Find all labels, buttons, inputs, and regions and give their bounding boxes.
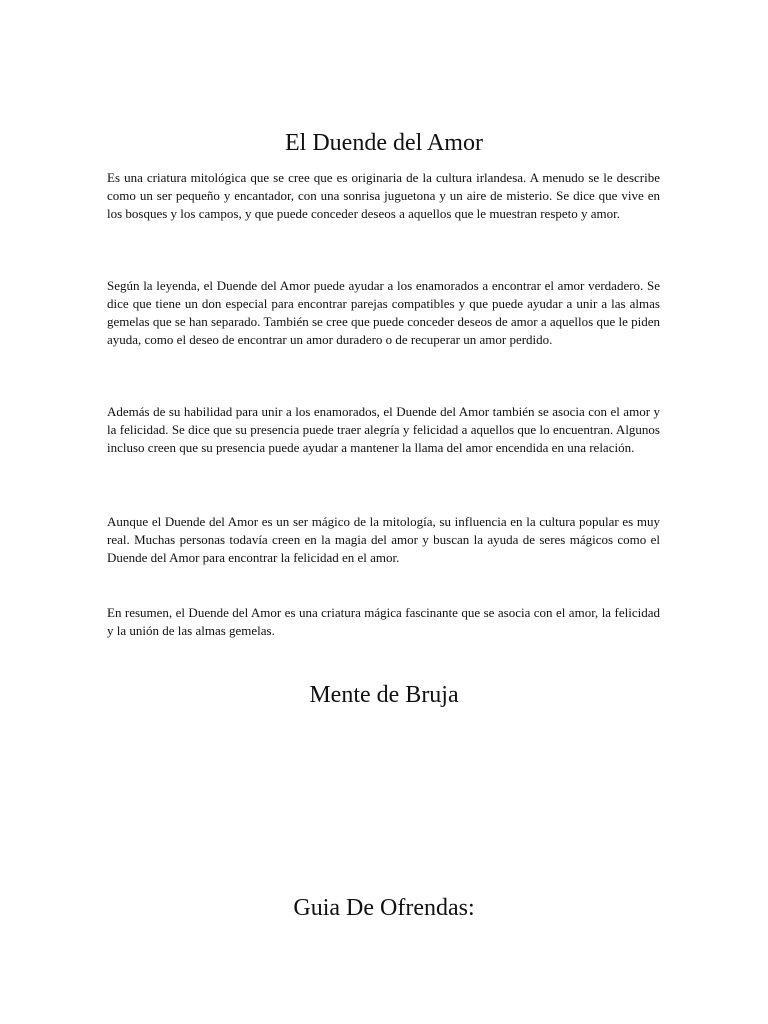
paragraph-intro: Es una criatura mitológica que se cree que es originaria de la cultura irlandesa. A menudo se le describe como un ser pequeño y encantador, con una sonrisa juguetona y un aire de misterio. Se dice que vive en los bosques y los campos, y que puede conceder deseos a aquellos que le muestran respeto y amor.	[107, 170, 660, 221]
paragraph-legend: Según la leyenda, el Duende del Amor puede ayudar a los enamorados a encontrar el amor verdadero. Se dice que tiene un don especial para encontrar parejas compatibles y que puede ayudar a unir a las almas gemelas que se han separado. También se cree que puede conceder deseos de amor a aquellos que le piden ayuda, como el deseo de encontrar un amor duradero o de recuperar un amor perdido.	[107, 278, 660, 347]
section-heading-mente-de-bruja: Mente de Bruja	[309, 682, 459, 708]
page-title: El Duende del Amor	[285, 130, 483, 156]
paragraph-summary: En resumen, el Duende del Amor es una criatura mágica fascinante que se asocia con el amor, la felicidad y la unión de las almas gemelas.	[107, 605, 660, 638]
section-heading-guia-de-ofrendas: Guia De Ofrendas:	[293, 895, 475, 921]
paragraph-popular-culture: Aunque el Duende del Amor es un ser mágico de la mitología, su influencia en la cultura popular es muy real. Muchas personas todavía creen en la magia del amor y buscan la ayuda de seres mágicos como el Duende del Amor para encontrar la felicidad en el amor.	[107, 514, 660, 565]
paragraph-happiness: Además de su habilidad para unir a los enamorados, el Duende del Amor también se asocia con el amor y la felicidad. Se dice que su presencia puede traer alegría y felicidad a aquellos que lo encuentran. Algunos incluso creen que su presencia puede ayudar a mantener la llama del amor encendida en una relación.	[107, 404, 660, 455]
